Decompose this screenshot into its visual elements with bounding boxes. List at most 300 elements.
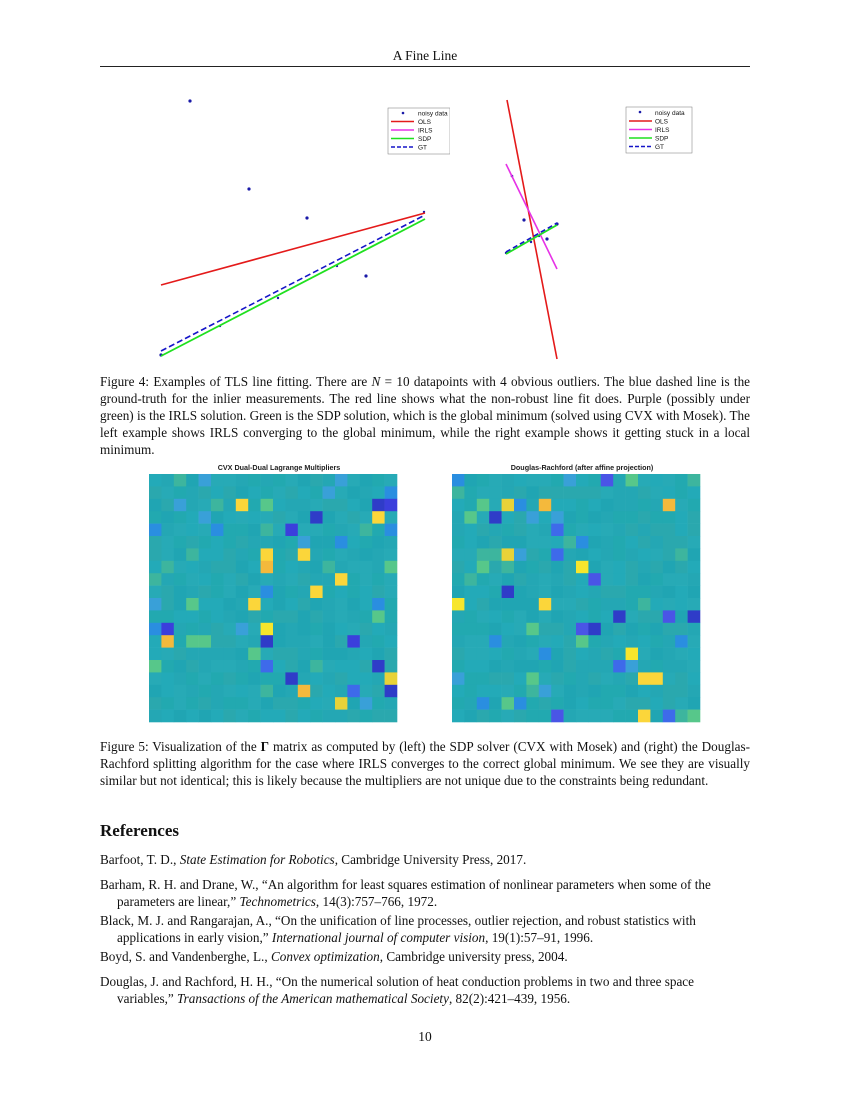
heatmap-cell [576, 672, 589, 685]
heatmap-cell [539, 697, 552, 710]
heatmap-cell [564, 573, 577, 586]
heatmap-cell [323, 486, 336, 499]
heatmap-cell [261, 511, 274, 524]
heatmap-cell [464, 573, 477, 586]
heatmap-cell [261, 685, 274, 698]
heatmap-cell [663, 524, 676, 537]
heatmap-cell [161, 511, 174, 524]
heatmap-cell [223, 586, 236, 599]
heatmap-cell [273, 635, 286, 648]
heatmap-cell [223, 536, 236, 549]
heatmap-cell [675, 697, 688, 710]
heatmap-cell [526, 474, 539, 487]
heatmap-cell [199, 499, 212, 512]
heatmap-cell [663, 685, 676, 698]
heatmap-cell [372, 672, 385, 685]
heatmap-cell [452, 672, 465, 685]
heatmap-cell [360, 499, 373, 512]
heatmap-cell [236, 536, 249, 549]
heatmap-cell [335, 710, 348, 723]
heatmap-cell [588, 697, 601, 710]
heatmap-cell [502, 586, 515, 599]
heatmap-cell [675, 586, 688, 599]
heatmap-cell [675, 623, 688, 636]
heatmap-cell [601, 486, 614, 499]
heatmap-cell [626, 672, 639, 685]
data-point [305, 216, 308, 219]
heatmap-cell [186, 710, 199, 723]
heatmap-cell [564, 548, 577, 561]
heatmap-cell [323, 635, 336, 648]
heatmap-cell [323, 710, 336, 723]
heatmap-cell [335, 548, 348, 561]
heatmap-cell [650, 648, 663, 661]
heatmap-cell [576, 499, 589, 512]
heatmap-cell [236, 486, 249, 499]
heatmap-cell [650, 524, 663, 537]
legend-noisy-data: noisy data [655, 110, 685, 117]
heatmap-cell [452, 573, 465, 586]
heatmap-cell [372, 623, 385, 636]
heatmap-cell [310, 561, 323, 574]
heatmap-cell [650, 635, 663, 648]
heatmap-cell [149, 573, 162, 586]
heatmap-cell [638, 710, 651, 723]
heatmap-cell [335, 499, 348, 512]
heatmap-cell [477, 660, 490, 673]
heatmap-cell [161, 524, 174, 537]
heatmap-cell [551, 598, 564, 611]
heatmap-cell [236, 548, 249, 561]
heatmap-cell [360, 660, 373, 673]
ref-authors: Boyd, S. and Vandenberghe, L., [100, 949, 271, 964]
heatmap-cell [298, 586, 311, 599]
heatmap-cell [502, 648, 515, 661]
heatmap-cell [452, 710, 465, 723]
heatmap-cell [526, 648, 539, 661]
heatmap-cell [638, 660, 651, 673]
heatmap-cell [601, 623, 614, 636]
heatmap-cell [539, 685, 552, 698]
heatmap-cell [360, 586, 373, 599]
heatmap-cell [174, 486, 187, 499]
heatmap-cell [372, 511, 385, 524]
heatmap-cell [335, 486, 348, 499]
heatmap-cell [477, 486, 490, 499]
heatmap-cell [186, 697, 199, 710]
heatmap-cell [539, 486, 552, 499]
heatmap-cell [601, 598, 614, 611]
heatmap-cell [551, 710, 564, 723]
heatmap-cell [273, 697, 286, 710]
n-equals: = 10 [380, 374, 410, 389]
heatmap-cell [452, 685, 465, 698]
heatmap-cell [223, 648, 236, 661]
heatmap-cell [236, 598, 249, 611]
heatmap-cell [161, 610, 174, 623]
heatmap-cell [551, 511, 564, 524]
heatmap-cell [526, 561, 539, 574]
heatmap-cell [273, 524, 286, 537]
heatmap-cell [539, 536, 552, 549]
heatmap-cell [285, 623, 298, 636]
heatmap-cell [576, 685, 589, 698]
heatmap-cell [261, 474, 274, 487]
heatmap-cell [663, 623, 676, 636]
heatmap-cell [638, 598, 651, 611]
heatmap-cell [539, 474, 552, 487]
heatmap-cell [489, 486, 502, 499]
heatmap-cell [551, 623, 564, 636]
heatmap-cell [539, 561, 552, 574]
heatmap-cell [588, 623, 601, 636]
legend-sdp: SDP [418, 136, 432, 143]
heatmap-cell [489, 586, 502, 599]
heatmap-cell [514, 685, 527, 698]
heatmap-cell [261, 635, 274, 648]
heatmap-cell [186, 561, 199, 574]
heatmap-cell [186, 685, 199, 698]
heatmap-cell [174, 648, 187, 661]
heatmap-cell [199, 573, 212, 586]
heatmap-cell [174, 685, 187, 698]
heatmap-cell [323, 524, 336, 537]
heatmap-cell [149, 511, 162, 524]
data-point [522, 218, 525, 221]
heatmap-cell [688, 486, 701, 499]
heatmap-cell [186, 511, 199, 524]
ref-authors: Black, M. J. and Rangarajan, A., “On the unification of line processes, outlier rejection, and robust statistics with applications in early vision,” [100, 913, 696, 945]
heatmap-cell [211, 697, 224, 710]
heatmap-cell [626, 697, 639, 710]
heatmap-cell [360, 623, 373, 636]
heatmap-cell [675, 524, 688, 537]
heatmap-cell [526, 660, 539, 673]
heatmap-cell [360, 548, 373, 561]
heatmap-cell [601, 536, 614, 549]
heatmap-cell [161, 561, 174, 574]
heatmap-right-title: Douglas-Rachford (after affine projection) [510, 463, 654, 472]
heatmap-cell [310, 536, 323, 549]
heatmap-cell [335, 598, 348, 611]
heatmap-cell [663, 610, 676, 623]
heatmap-cell [199, 623, 212, 636]
heatmap-cell [298, 623, 311, 636]
heatmap-cell [323, 598, 336, 611]
ref-title: Convex optimization [270, 949, 380, 964]
heatmap-cell [261, 561, 274, 574]
noisy-data-points [505, 175, 559, 255]
heatmap-cell [675, 486, 688, 499]
heatmap-cell [464, 486, 477, 499]
heatmap-cell [273, 499, 286, 512]
legend-gt: GT [418, 144, 428, 152]
heatmap-cell [174, 474, 187, 487]
heatmap-cell [663, 586, 676, 599]
heatmap-cell [186, 536, 199, 549]
heatmap-cell [285, 660, 298, 673]
heatmap-cell [626, 474, 639, 487]
heatmap-cell [477, 610, 490, 623]
heatmap-cell [675, 648, 688, 661]
heatmap-cell [502, 561, 515, 574]
heatmap-cell [223, 598, 236, 611]
heatmap-cell [613, 635, 626, 648]
heatmap-cell [464, 697, 477, 710]
heatmap-cell [186, 660, 199, 673]
heatmap-cell [626, 660, 639, 673]
heatmap-cell [261, 648, 274, 661]
heatmap-cell [273, 536, 286, 549]
heatmap-cell [551, 524, 564, 537]
heatmap-cell [564, 511, 577, 524]
heatmap-cell [211, 610, 224, 623]
heatmap-cell [688, 586, 701, 599]
heatmap-cell [285, 548, 298, 561]
heatmap-cell [675, 511, 688, 524]
heatmap-cell [514, 648, 527, 661]
heatmap-cell [452, 635, 465, 648]
heatmap-cell [477, 598, 490, 611]
heatmap-cell [323, 623, 336, 636]
heatmap-cell [248, 710, 261, 723]
heatmap-cell [174, 623, 187, 636]
heatmap-cell [650, 511, 663, 524]
heatmap-cell [385, 685, 398, 698]
heatmap-cell [310, 573, 323, 586]
heatmap-cell [477, 623, 490, 636]
heatmap-cell [310, 486, 323, 499]
heatmap-cell [310, 697, 323, 710]
heatmap-cell [477, 474, 490, 487]
heatmap-cell [385, 536, 398, 549]
heatmap-cell [477, 524, 490, 537]
heatmap-cell [452, 598, 465, 611]
heatmap-cell [464, 685, 477, 698]
heatmap-cell [372, 524, 385, 537]
heatmap-cell [526, 511, 539, 524]
heatmap-cell [638, 635, 651, 648]
heatmap-right [452, 474, 700, 722]
n-symbol: N [371, 374, 381, 389]
heatmap-cell [613, 648, 626, 661]
heatmap-cell [347, 548, 360, 561]
heatmap-cell [236, 635, 249, 648]
ref-authors: Barfoot, T. D., [100, 852, 180, 867]
heatmap-cell [613, 561, 626, 574]
heatmap-cell [310, 672, 323, 685]
heatmap-cell [502, 548, 515, 561]
heatmap-cell [248, 573, 261, 586]
heatmap-cell [347, 536, 360, 549]
heatmap-cell [360, 610, 373, 623]
heatmap-cell [248, 648, 261, 661]
heatmap-cell [539, 648, 552, 661]
heatmap-cell [601, 635, 614, 648]
heatmap-cell [372, 499, 385, 512]
heatmap-cell [223, 499, 236, 512]
heatmap-cell [514, 548, 527, 561]
heatmap-cell [489, 598, 502, 611]
heatmap-cell [186, 610, 199, 623]
heatmap-cell [576, 697, 589, 710]
heatmap-cell [564, 697, 577, 710]
heatmap-cell [551, 586, 564, 599]
heatmap-cell [347, 623, 360, 636]
heatmap-cell [161, 648, 174, 661]
heatmap-cell [663, 672, 676, 685]
heatmap-cell [477, 511, 490, 524]
heatmap-cell [514, 672, 527, 685]
heatmap-cell [186, 548, 199, 561]
heatmap-cell [161, 623, 174, 636]
heatmap-cell [663, 486, 676, 499]
heatmap-cell [385, 511, 398, 524]
heatmap-cell [526, 536, 539, 549]
heatmap-cell [248, 561, 261, 574]
heatmap-cell [323, 610, 336, 623]
heatmap-cell [502, 635, 515, 648]
heatmap-cell [502, 660, 515, 673]
plot-legend [388, 108, 450, 154]
heatmap-cell [236, 648, 249, 661]
heatmap-cell [223, 710, 236, 723]
heatmap-cell [601, 610, 614, 623]
heatmap-cell [149, 697, 162, 710]
heatmap-cell [526, 685, 539, 698]
heatmap-cell [347, 499, 360, 512]
heatmap-cell [551, 635, 564, 648]
heatmap-cell [360, 511, 373, 524]
heatmap-cell [347, 660, 360, 673]
heatmap-cell [688, 598, 701, 611]
legend-data-marker [402, 112, 405, 115]
heatmap-cell [211, 573, 224, 586]
heatmap-cell [186, 598, 199, 611]
heatmap-cell [601, 697, 614, 710]
heatmap-cell [360, 474, 373, 487]
heatmap-cell [675, 548, 688, 561]
heatmap-cell [464, 536, 477, 549]
heatmap-cell [551, 697, 564, 710]
heatmap-cell [452, 610, 465, 623]
heatmap-cell [526, 486, 539, 499]
heatmap-cell [650, 548, 663, 561]
caption-text: datapoints with [409, 374, 501, 389]
outlier-count: 4 [500, 374, 507, 389]
heatmap-cell [211, 635, 224, 648]
heatmap-cell [464, 710, 477, 723]
heatmap-cell [161, 474, 174, 487]
heatmap-cell [236, 573, 249, 586]
heatmap-cell [174, 511, 187, 524]
heatmap-cell [650, 573, 663, 586]
heatmap-cell [199, 586, 212, 599]
heatmap-cell [236, 697, 249, 710]
heatmap-cell [372, 648, 385, 661]
heatmap-cell [298, 635, 311, 648]
heatmap-cell [360, 672, 373, 685]
heatmap-cell [489, 697, 502, 710]
heatmap-cell [514, 573, 527, 586]
heatmap-cell [273, 610, 286, 623]
heatmap-cell [310, 598, 323, 611]
heatmap-cell [564, 610, 577, 623]
heatmap-cell [310, 499, 323, 512]
heatmap-cell [626, 648, 639, 661]
heatmap-cell [199, 524, 212, 537]
heatmap-cell [650, 610, 663, 623]
heatmap-cell [539, 660, 552, 673]
heatmap-cell [223, 623, 236, 636]
heatmap-cell [464, 660, 477, 673]
heatmap-cell [638, 623, 651, 636]
heatmap-cell [347, 511, 360, 524]
heatmap-cell [514, 586, 527, 599]
heatmap-cell [273, 586, 286, 599]
heatmap-cell [526, 697, 539, 710]
heatmap-cell [385, 499, 398, 512]
heatmap-cell [285, 685, 298, 698]
heatmap-cell [174, 610, 187, 623]
heatmap-cell [298, 648, 311, 661]
heatmap-cell [161, 598, 174, 611]
heatmap-cell [174, 660, 187, 673]
heatmap-cell [663, 648, 676, 661]
page-number: 10 [418, 1029, 432, 1044]
heatmap-cell [285, 710, 298, 723]
heatmap-cell [613, 536, 626, 549]
gamma-symbol: Γ [260, 739, 270, 754]
heatmap-cell [564, 672, 577, 685]
heatmap-cell [310, 474, 323, 487]
heatmap-cell [588, 660, 601, 673]
heatmap-cell [310, 710, 323, 723]
heatmap-cell [638, 511, 651, 524]
heatmap-cell [526, 672, 539, 685]
heatmap-cell [261, 548, 274, 561]
heatmap-cell [650, 536, 663, 549]
heatmap-cell [347, 486, 360, 499]
heatmap-cell [323, 561, 336, 574]
heatmap-cell [285, 672, 298, 685]
heatmap-cell [285, 648, 298, 661]
heatmap-cell [502, 685, 515, 698]
heatmap-cell [688, 697, 701, 710]
heatmap-cell [273, 648, 286, 661]
heatmap-cell [452, 474, 465, 487]
heatmap-cell [199, 610, 212, 623]
heatmap-cell [236, 561, 249, 574]
heatmap-cell [514, 635, 527, 648]
heatmap-cell [452, 499, 465, 512]
heatmap-cell [688, 573, 701, 586]
heatmap-cell [613, 623, 626, 636]
heatmap-cell [489, 685, 502, 698]
heatmap-cell [199, 561, 212, 574]
heatmap-cell [372, 685, 385, 698]
heatmap-cell [385, 486, 398, 499]
figure5-label: Figure 5: [100, 739, 149, 754]
caption-text: Examples of TLS line fitting. There are [153, 374, 372, 389]
heatmap-cell [539, 499, 552, 512]
legend-gt: GT [655, 144, 665, 151]
heatmap-cell [223, 548, 236, 561]
heatmap-cell [539, 524, 552, 537]
heatmap-cell [502, 536, 515, 549]
heatmap-cell [477, 573, 490, 586]
heatmap-cell [502, 623, 515, 636]
